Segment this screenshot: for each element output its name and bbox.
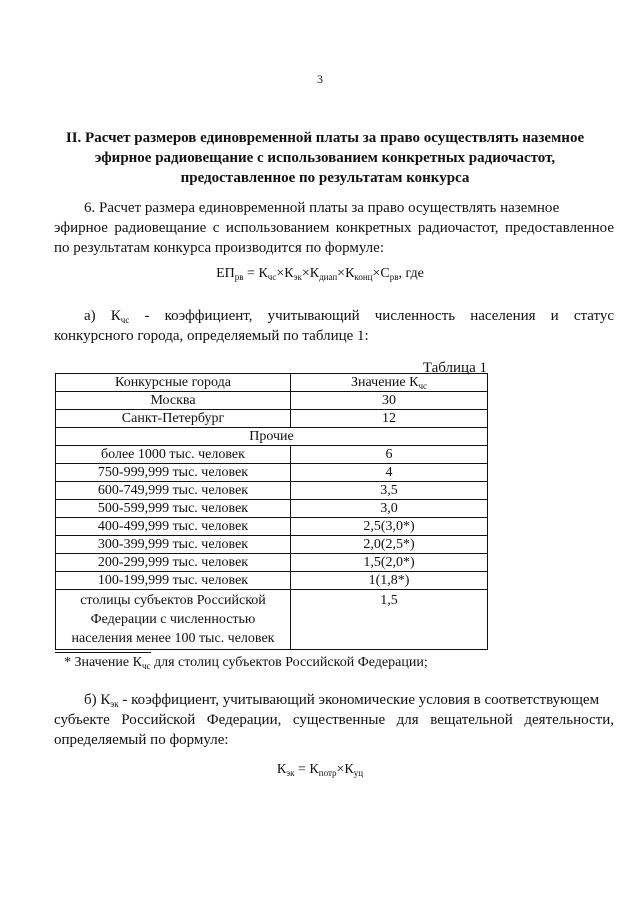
formula-term: К [284,266,294,281]
table-row [56,536,488,554]
formula-term: К [345,266,355,281]
item-b [54,690,614,750]
table-row [56,500,488,518]
table-cell-value: 2,0(2,5*) [291,536,488,554]
item-a-prefix: а) К [84,308,121,324]
formula-term: К [258,266,268,281]
table-cell-value: 30 [291,392,488,410]
formula-subscript: рв [389,272,399,282]
table-cell-value: 1(1,8*) [291,572,488,590]
table-cell-value: 2,5(3,0*) [291,518,488,536]
item-b-line-1 [54,690,614,710]
item-b-text: - коэффициент, учитывающий экономические условия в соответствующем [118,692,600,708]
item-a-line-2: конкурсного города, определяемый по таблице 1: [54,328,369,344]
table-cell-city: Санкт-Петербург [56,410,291,428]
capitals-line-2: Федерации с численностью [90,612,256,627]
capitals-line-3: населения менее 100 тыс. человек [71,631,275,646]
table-cell-city [56,590,291,650]
formula-subscript: конц [354,272,373,282]
capitals-line-1: столицы субъектов Российской [80,593,266,608]
section-heading [40,128,610,188]
item-b-prefix: б) К [84,692,111,708]
page-number: 3 [317,72,323,86]
table-cell-city: 400-499,999 тыс. человек [56,518,291,536]
formula-kek [0,762,640,778]
table-row [56,410,488,428]
header-value [291,374,488,392]
heading-line-2: эфирное радиовещание с использованием конкретных радиочастот, [94,150,556,166]
table-cell-value: 4 [291,464,488,482]
heading-line-3: предоставленное по результатам конкурса [180,170,470,186]
footnote [64,655,428,671]
table-cell-city: 300-399,999 тыс. человек [56,536,291,554]
item-a-subscript: чс [120,315,130,325]
table-cell-city: 750-999,999 тыс. человек [56,464,291,482]
table-cell-value: 12 [291,410,488,428]
formula-term: С [380,266,390,281]
table-row [56,446,488,464]
footnote-subscript: чс [141,661,151,671]
formula-term: К [309,762,319,777]
paragraph-6 [54,198,614,258]
formula-operator: × [301,266,310,281]
formula-subscript: чс [267,272,277,282]
table-cell-other: Прочие [56,428,488,446]
table-row-other [56,428,488,446]
table-cell-city: более 1000 тыс. человек [56,446,291,464]
item-b-line-2: субъекте Российской Федерации, существенные для вещательной деятельности, [54,712,614,728]
formula-operator: × [276,266,285,281]
item-b-line-3: определяемый по формуле: [54,732,229,748]
table-row [56,518,488,536]
paragraph-6-line-1: 6. Расчет размера единовременной платы за право осуществлять наземное [84,200,560,216]
item-b-subscript: эк [110,699,119,709]
table-row [56,482,488,500]
heading-line-1: II. Расчет размеров единовременной платы за право осуществлять наземное [65,130,585,146]
table-caption: Таблица 1 [422,360,487,376]
header-cities: Конкурсные города [56,374,291,392]
table-header-row [56,374,488,392]
footnote-rule [55,652,151,653]
formula-term: К [276,762,287,777]
formula-ep [0,266,640,282]
formula-subscript: эк [286,768,295,778]
formula-operator: × [337,266,346,281]
coefficient-table [55,373,488,650]
item-a-line-1 [54,306,614,326]
table-cell-city: 100-199,999 тыс. человек [56,572,291,590]
formula-operator: × [372,266,381,281]
table-row [56,464,488,482]
formula-operator: = [243,266,259,281]
formula-subscript: эк [293,272,302,282]
table-cell-value: 1,5 [291,590,488,650]
table-cell-value: 3,0 [291,500,488,518]
table-row [56,554,488,572]
formula-tail: , где [398,266,424,281]
formula-subscript: потр [318,768,337,778]
paragraph-6-line-3: по результатам конкурса производится по формуле: [54,240,384,256]
table-cell-city: 500-599,999 тыс. человек [56,500,291,518]
formula-subscript: рв [234,272,244,282]
paragraph-6-line-2: эфирное радиовещание с использованием конкретных радиочастот, предоставленное [54,220,614,236]
table-cell-value: 3,5 [291,482,488,500]
formula-term: К [344,762,354,777]
header-value-text: Значение К [351,375,419,390]
item-a-text: - коэффициент, учитывающий численность населения и статус [129,308,614,324]
footnote-prefix: * Значение К [64,655,142,670]
table-cell-city: 600-749,999 тыс. человек [56,482,291,500]
footnote-text: для столиц субъектов Российской Федерации; [150,655,428,670]
table-cell-value: 6 [291,446,488,464]
table-cell-value: 1,5(2,0*) [291,554,488,572]
table-cell-city: 200-299,999 тыс. человек [56,554,291,572]
header-value-subscript: чс [418,381,427,391]
table-row [56,392,488,410]
formula-term: ЕП [216,266,235,281]
item-a [54,306,614,346]
formula-subscript: диап [319,272,338,282]
formula-operator: = [294,762,310,777]
table-row-capitals [56,590,488,650]
formula-subscript: уц [353,768,364,778]
formula-term: К [309,266,320,281]
formula-operator: × [336,762,345,777]
table-cell-city: Москва [56,392,291,410]
table-row [56,572,488,590]
